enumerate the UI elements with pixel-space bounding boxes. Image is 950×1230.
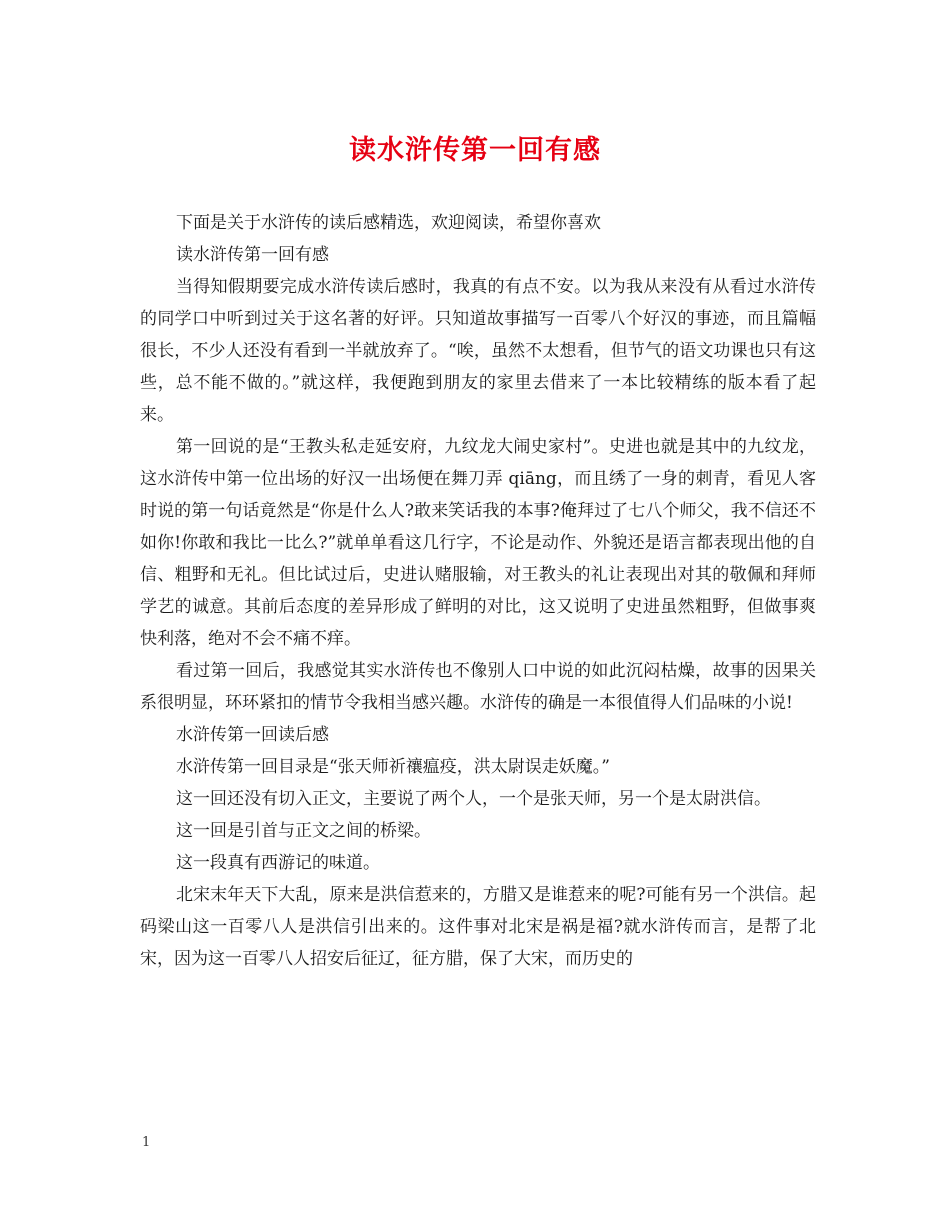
paragraph: 这一回还没有切入正文，主要说了两个人，一个是张天师，另一个是太尉洪信。: [176, 789, 771, 809]
paragraph: 下面是关于水浒传的读后感精选，欢迎阅读，希望你喜欢: [176, 213, 601, 233]
paragraph: 这一段真有西游记的味道。: [176, 853, 380, 873]
document-title: 读水浒传第一回有感: [349, 135, 601, 166]
paragraph: 当得知假期要完成水浒传读后感时，我真的有点不安。以为我从来没有从看过水浒传的同学口中听到过关于这名著的好评。只知道故事描写一百零八个好汉的事迹，而且篇幅很长，不少人还没有看到一半就放弃了。“唉，虽然不太想看，但节气的语文功课也只有这些，总不能不做的。”就这样，我便跑到朋友的家里去借来了一本比较精练的版本看了起来。: [140, 277, 816, 425]
paragraph: 这一回是引首与正文之间的桥梁。: [176, 821, 431, 841]
page-number: 1: [142, 1135, 151, 1150]
document-body: [140, 207, 816, 975]
paragraph: 水浒传第一回读后感: [176, 725, 329, 745]
paragraph: 读水浒传第一回有感: [176, 245, 329, 265]
paragraph: 水浒传第一回目录是“张天师祈禳瘟疫，洪太尉误走妖魔。”: [176, 757, 610, 777]
paragraph: 第一回说的是“王教头私走延安府，九纹龙大闹史家村”。史进也就是其中的九纹龙，这水浒传中第一位出场的好汉一出场便在舞刀弄 qiāng，而且绣了一身的刺青，看见人客时说的第一句话竟然是“你是什么人?敢来笑话我的本事?俺拜过了七八个师父，我不信还不如你!你敢和我比一比么?”就单单看这几行字，不论是动作、外貌还是语言都表现出他的自信、粗野和无礼。但比试过后，史进认赌服输，对王教头的礼让表现出对其的敬佩和拜师学艺的诚意。其前后态度的差异形成了鲜明的对比，这又说明了史进虽然粗野，但做事爽快利落，绝对不会不痛不痒。: [140, 437, 816, 649]
paragraph: 看过第一回后，我感觉其实水浒传也不像别人口中说的如此沉闷枯燥，故事的因果关系很明显，环环紧扣的情节令我相当感兴趣。水浒传的确是一本很值得人们品味的小说!: [140, 661, 816, 713]
paragraph: 北宋末年天下大乱，原来是洪信惹来的，方腊又是谁惹来的呢?可能有另一个洪信。起码梁山这一百零八人是洪信引出来的。这件事对北宋是祸是福?就水浒传而言，是帮了北宋，因为这一百零八人招安后征辽，征方腊，保了大宋，而历史的: [140, 885, 816, 969]
